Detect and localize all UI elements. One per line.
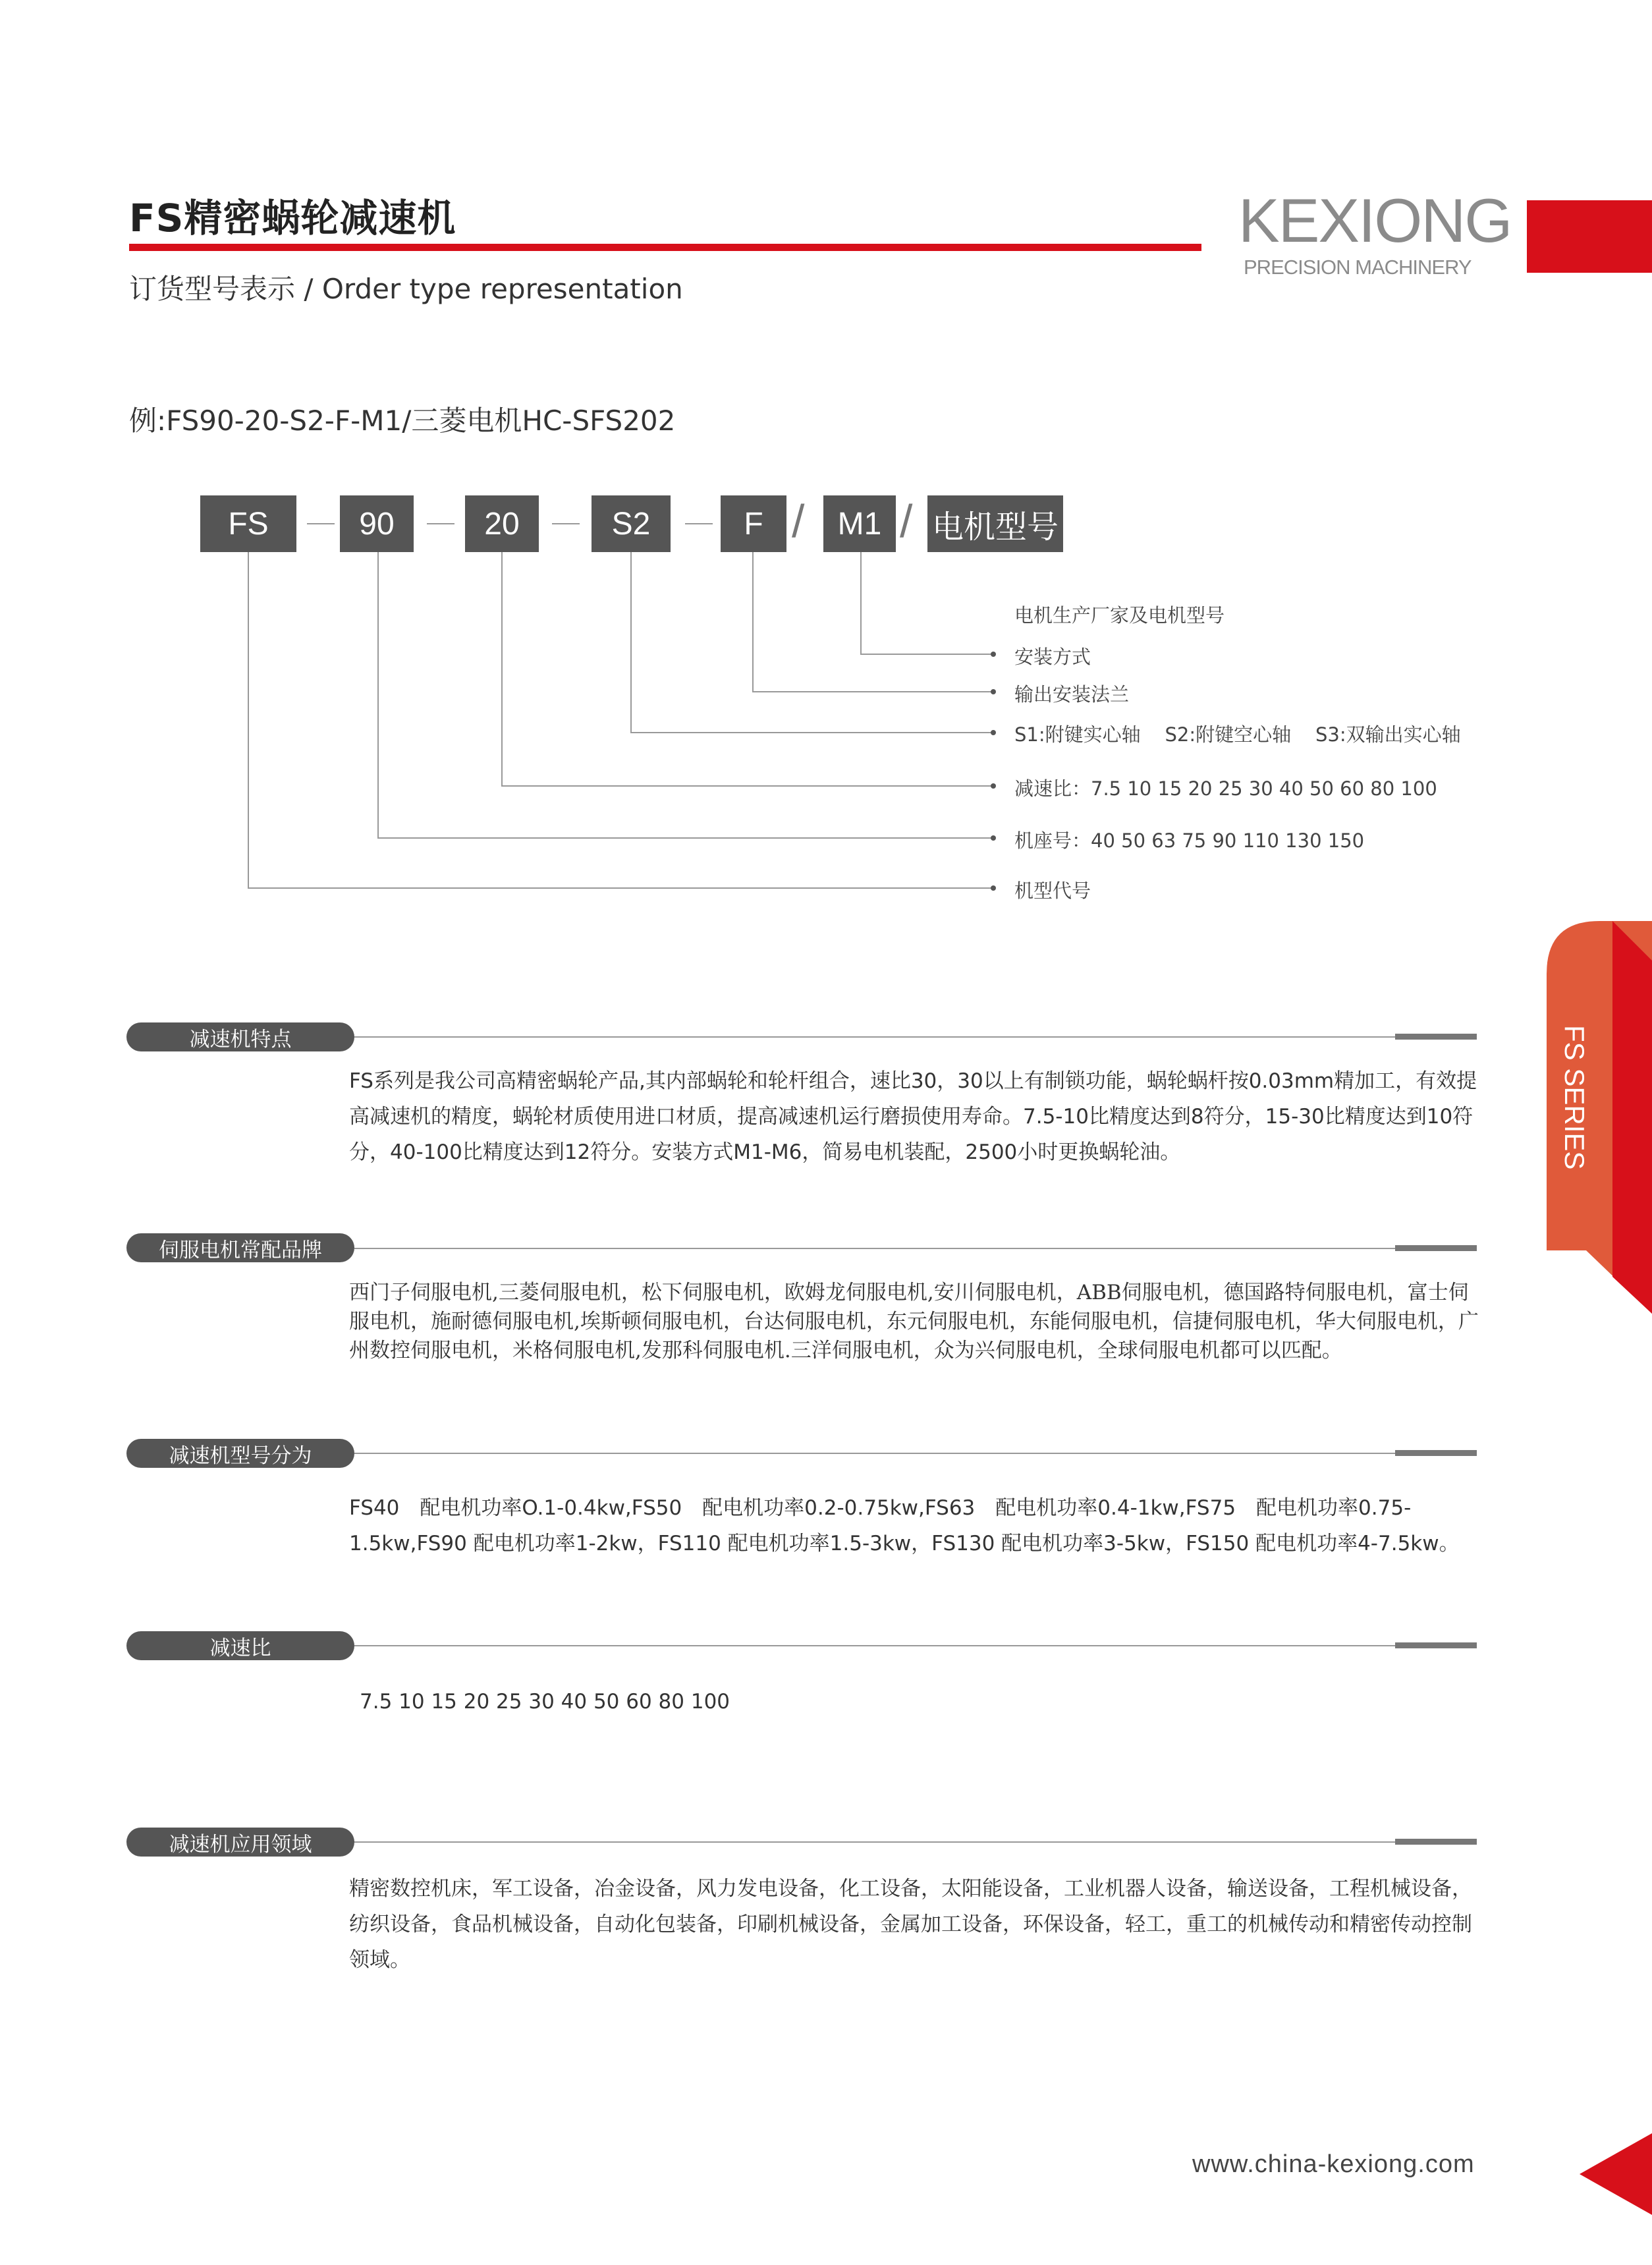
- code-box-shaft: S2: [592, 495, 671, 552]
- section-heading-brands: 伺服电机常配品牌: [126, 1233, 354, 1262]
- legend-bullet: [991, 652, 996, 657]
- legend-bullet: [991, 783, 996, 789]
- legend-motor: 电机生产厂家及电机型号: [1014, 604, 1225, 627]
- section-heading-features: 减速机特点: [126, 1022, 354, 1051]
- example-model: 例:FS90-20-S2-F-M1/三菱电机HC-SFS202: [129, 405, 676, 437]
- code-box-ratio: 20: [465, 495, 539, 552]
- brand-logo: KEXIONG: [1238, 186, 1512, 255]
- legend-frame: 机座号：40 50 63 75 90 110 130 150: [1014, 829, 1365, 852]
- page-subtitle: 订货型号表示 / Order type representation: [129, 273, 683, 305]
- connector-shaft: [631, 552, 993, 733]
- connector-ratio: [502, 552, 993, 786]
- legend-bullet: [991, 835, 996, 841]
- legend-bullet: [991, 689, 996, 694]
- legend-shaft: S1:附键实心轴 S2:附键空心轴 S3:双输出实心轴: [1014, 723, 1461, 746]
- side-tab-text: FS SERIES: [1559, 1025, 1590, 1170]
- legend-mount: 安装方式: [1014, 646, 1091, 668]
- brand-tagline: PRECISION MACHINERY: [1244, 256, 1472, 279]
- section-body-features: FS系列是我公司高精密蜗轮产品,其内部蜗轮和轮杆组合，速比30，30以上有制锁功能，蜗轮蜗杆按0.03mm精加工，有效提高减速机的精度，蜗轮材质使用进口材质，提高减速机运行磨损使用寿命。7.5-10比精度达到8符分，15-30比精度达到10符分，40-100比精度达到12符分。安装方式M1-M6，简易电机装配，2500小时更换蜗轮油。: [349, 1069, 1477, 1164]
- connector-frame: [378, 552, 993, 838]
- section-heading-ratio: 减速比: [126, 1631, 354, 1660]
- legend-bullet: [991, 730, 996, 735]
- connector-mount: [861, 552, 993, 654]
- code-box-flange: F: [721, 495, 786, 552]
- section-body-models: FS40 配电机功率O.1-0.4kw,FS50 配电机功率0.2-0.75kw,FS63 配电机功率0.4-1kw,FS75 配电机功率0.75-1.5kw,FS90 配电机功率1-2kw，FS110 配电机功率1.5-3kw，FS130 配电机功率3-5kw，FS150 配电机功率4-7.5kw。: [349, 1496, 1460, 1555]
- code-slash: /: [900, 495, 913, 547]
- section-rule: [354, 1036, 1396, 1038]
- section-rule-accent: [1395, 1245, 1477, 1251]
- section-body-brands: 西门子伺服电机,三菱伺服电机，松下伺服电机，欧姆龙伺服电机,安川伺服电机，ABB伺服电机，德国路特伺服电机，富士伺服电机，施耐德伺服电机,埃斯顿伺服电机，台达伺服电机，东元伺服电机，东能伺服电机，信捷伺服电机，华大伺服电机，广州数控伺服电机，米格伺服电机,发那科伺服电机.三洋伺服电机，众为兴伺服电机，全球伺服电机都可以匹配。: [349, 1281, 1479, 1362]
- section-rule: [354, 1841, 1396, 1843]
- code-box-series: FS: [200, 495, 296, 552]
- legend-flange: 输出安装法兰: [1014, 683, 1130, 706]
- section-rule-accent: [1395, 1034, 1477, 1040]
- section-body-applications: 精密数控机床，军工设备，冶金设备，风力发电设备，化工设备，太阳能设备，工业机器人设备，输送设备，工程机械设备，纺织设备，食品机械设备，自动化包装备，印刷机械设备，金属加工设备，环保设备，轻工，重工的机械传动和精密传动控制领域。: [349, 1877, 1472, 1972]
- code-box-frame: 90: [340, 495, 414, 552]
- footer-website: www.china-kexiong.com: [1192, 2150, 1475, 2178]
- legend-ratio: 减速比：7.5 10 15 20 25 30 40 50 60 80 100: [1014, 777, 1437, 800]
- section-rule-accent: [1395, 1839, 1477, 1845]
- section-heading-models: 减速机型号分为: [126, 1439, 354, 1468]
- legend-bullet: [991, 885, 996, 891]
- section-rule-accent: [1395, 1642, 1477, 1648]
- section-rule: [354, 1453, 1396, 1454]
- page-title: FS精密蜗轮减速机: [129, 196, 456, 240]
- code-slash: /: [792, 495, 805, 547]
- section-rule: [354, 1645, 1396, 1646]
- section-heading-applications: 减速机应用领域: [126, 1828, 354, 1857]
- footer-arrow-icon: [1580, 2133, 1652, 2215]
- code-box-motor: 电机型号: [927, 495, 1063, 552]
- section-body-ratio: 7.5 10 15 20 25 30 40 50 60 80 100: [360, 1690, 730, 1714]
- code-box-mount: M1: [823, 495, 896, 552]
- section-rule-accent: [1395, 1450, 1477, 1456]
- connector-flange: [753, 552, 993, 692]
- section-rule: [354, 1248, 1396, 1249]
- legend-series: 机型代号: [1014, 880, 1091, 902]
- side-tab-label: [1547, 1021, 1612, 1206]
